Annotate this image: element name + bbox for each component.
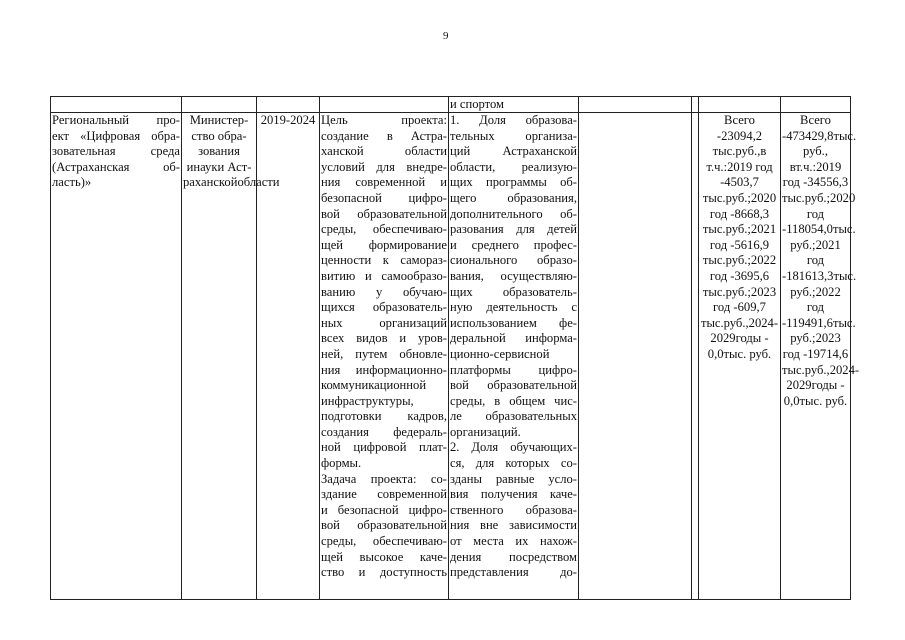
text-line: ния вне зависимости <box>450 518 577 533</box>
cell-goal-tasks <box>320 113 449 600</box>
text-line: 2019 год - <box>782 159 842 190</box>
text-line: ных организаций <box>321 315 447 330</box>
text-line: витию и самообразо- <box>321 268 447 283</box>
text-line: разования для детей <box>450 222 577 237</box>
text-line: ней, путем обновле- <box>321 346 447 361</box>
text-line: 2022 год - <box>782 284 841 330</box>
text-line: сионального образо- <box>450 253 577 268</box>
program-table <box>50 96 860 600</box>
text-line: Региональный про- <box>52 113 180 127</box>
text-line: руб.; <box>804 190 831 205</box>
cell-empty <box>699 97 781 113</box>
text-line: 2024-2029 <box>786 362 860 393</box>
text-line: условий для внедре- <box>321 159 447 174</box>
text-line: области <box>237 175 280 190</box>
text-line: вой образовательной <box>321 206 447 221</box>
text-line: 2020 год - <box>782 190 856 237</box>
text-line: руб.; <box>725 253 751 268</box>
text-line: Всего - <box>782 113 831 143</box>
text-line: ванию у обучаю- <box>321 284 447 299</box>
text-line: раханской <box>183 175 238 190</box>
cell-indicators <box>449 113 579 600</box>
text-line: 2021 год - <box>782 237 841 283</box>
text-line: руб.; <box>725 284 751 299</box>
cell-empty <box>182 97 257 113</box>
cell-empty <box>579 113 692 600</box>
text-line: 1. Доля образова- <box>450 113 577 127</box>
text-line: среды, в общем чис- <box>450 393 577 408</box>
text-line: т.ч.: <box>795 159 817 174</box>
text-line: науки Аст- <box>193 159 252 174</box>
cell-funding-regional <box>699 113 781 600</box>
cell-funding-total <box>781 113 860 600</box>
text-line: 3695,6 тыс. <box>702 268 770 299</box>
text-line: тельных организа- <box>450 128 577 143</box>
text-line: щей высокое каче- <box>321 549 447 564</box>
text-line: здание современной <box>321 487 447 502</box>
text-line: 2. Доля обучающих- <box>450 440 577 455</box>
text-line: 19714,6 тыс. <box>782 346 849 377</box>
text-line: ство обра- <box>191 128 247 143</box>
text-line: годы - 0,0 <box>783 378 845 408</box>
text-line: вой образовательной <box>321 518 447 533</box>
text-line: ся, для которых со- <box>450 456 577 471</box>
text-line: руб., <box>723 315 749 330</box>
text-line: 181613,3 <box>786 268 834 283</box>
text-line: 118054,0 <box>786 222 833 237</box>
text-line: 2023 год - <box>713 284 777 315</box>
text-line: 2019- <box>260 113 291 127</box>
text-line: (Астраханская об- <box>52 159 180 174</box>
text-line: в т.ч.: <box>706 144 767 174</box>
text-line: тыс. руб., в <box>789 128 857 174</box>
text-line: ций Астраханской <box>450 144 577 159</box>
text-line: 119491,6 <box>786 315 833 330</box>
cell-empty <box>579 97 692 113</box>
text-line: тыс. руб.; <box>790 222 856 252</box>
text-line: руб., <box>735 144 761 159</box>
text-line: 2024-2029 <box>710 315 779 346</box>
text-line: 473429,8 <box>786 128 834 143</box>
text-line: тыс. руб.; <box>790 315 856 346</box>
text-line: ство и доступность <box>321 565 447 580</box>
text-line: 8668,3 тыс. <box>702 206 770 237</box>
cell-empty <box>320 97 449 113</box>
text-line: тыс. руб. <box>799 393 848 408</box>
text-line: годы - 0,0 <box>707 331 769 361</box>
cell-empty <box>692 97 699 113</box>
text-line: тыс. руб. <box>723 346 772 361</box>
text-line: 34556,3 тыс. <box>782 175 849 205</box>
table-row-project <box>51 113 851 600</box>
text-line: использованием фе- <box>450 315 577 330</box>
text-line: тыс. руб.; <box>790 268 857 299</box>
cell-empty <box>257 97 320 113</box>
text-line: 2021 год - <box>709 222 777 252</box>
text-line: ную деятельность с <box>450 300 577 315</box>
text-line: руб., <box>804 362 830 377</box>
text-line: ния современной и <box>321 175 447 190</box>
text-line: подготовки кадров, <box>321 409 447 424</box>
text-line: 609,7 тыс. <box>700 300 766 330</box>
text-line: 2024 <box>290 113 316 127</box>
text-line: ласть)» <box>52 175 92 190</box>
text-line: ле образовательных <box>450 409 577 424</box>
cell-indicators-continuation: и спортом <box>449 97 579 113</box>
text-line: 2020 год - <box>709 190 777 221</box>
text-line: всех видов и уров- <box>321 331 447 346</box>
text-line: ной цифровой плат- <box>321 440 447 455</box>
text-line: области, реализую- <box>450 159 577 174</box>
text-line: Задача проекта: со- <box>321 471 447 486</box>
text-line: зовательная среда <box>52 144 180 159</box>
text-line: деральной информа- <box>450 331 577 346</box>
text-line: среды, обеспечиваю- <box>321 534 447 549</box>
text-line: щего образования, <box>450 190 577 205</box>
text-line: дения посредством <box>450 549 577 564</box>
cell-empty <box>51 97 182 113</box>
cell-empty <box>781 97 851 113</box>
text-line: создание в Астра- <box>321 128 447 143</box>
table-row-continuation <box>51 97 851 113</box>
text-line: ханской области <box>321 144 447 159</box>
text-line: 2022 год - <box>709 253 777 283</box>
text-line: от места их нахож- <box>450 534 577 549</box>
text-line: платформы цифро- <box>450 362 577 377</box>
text-line: безопасной цифро- <box>321 190 447 205</box>
text-line: вания, осуществляю- <box>450 268 577 283</box>
text-line: создания федераль- <box>321 424 447 439</box>
text-line: Всего - <box>716 113 755 143</box>
text-line: 5616,9 тыс. <box>702 237 770 268</box>
text-line: организаций. <box>450 424 521 439</box>
text-line: и безопасной цифро- <box>321 502 447 517</box>
text-line: руб.; <box>725 190 751 205</box>
text-line: коммуникационной <box>321 378 427 393</box>
text-line: щих программы об- <box>450 175 577 190</box>
text-line: зданы равные усло- <box>450 471 577 486</box>
text-line: руб.; <box>725 222 751 237</box>
text-line: дополнительного об- <box>450 206 577 221</box>
cell-empty <box>692 113 699 600</box>
text-line: среды, обеспечиваю- <box>321 222 447 237</box>
text-line: инфраструктуры, <box>321 393 414 408</box>
text-line: Цель проекта: <box>321 113 447 127</box>
text-line: ния информационно- <box>321 362 447 377</box>
text-line: ционно-сервисной <box>450 346 550 361</box>
text-line: щих образователь- <box>450 284 577 299</box>
text-line: щихся образователь- <box>321 300 447 315</box>
text-line: и среднего профес- <box>450 237 577 252</box>
text-line: вия получения каче- <box>450 487 577 502</box>
text-line: ственного образова- <box>450 502 577 517</box>
page-number: 9 <box>443 30 449 42</box>
text-line: 2019 год - <box>720 159 773 190</box>
text-line: 4503,7 тыс. <box>702 175 759 205</box>
cell-project-name <box>51 113 182 600</box>
text-line: зования и <box>186 144 240 174</box>
text-line: 2023 год - <box>782 331 841 361</box>
text-line: ценности к самораз- <box>321 253 447 268</box>
text-line: представления до- <box>450 565 577 580</box>
text-line: 23094,2 тыс. <box>712 128 763 159</box>
text-line: формы. <box>321 456 362 471</box>
text-line: ект «Цифровая обра- <box>52 128 180 143</box>
text-line: вой образовательной <box>450 378 577 393</box>
text-line: щей формирование <box>321 237 447 252</box>
text-line: Министер- <box>189 113 249 127</box>
